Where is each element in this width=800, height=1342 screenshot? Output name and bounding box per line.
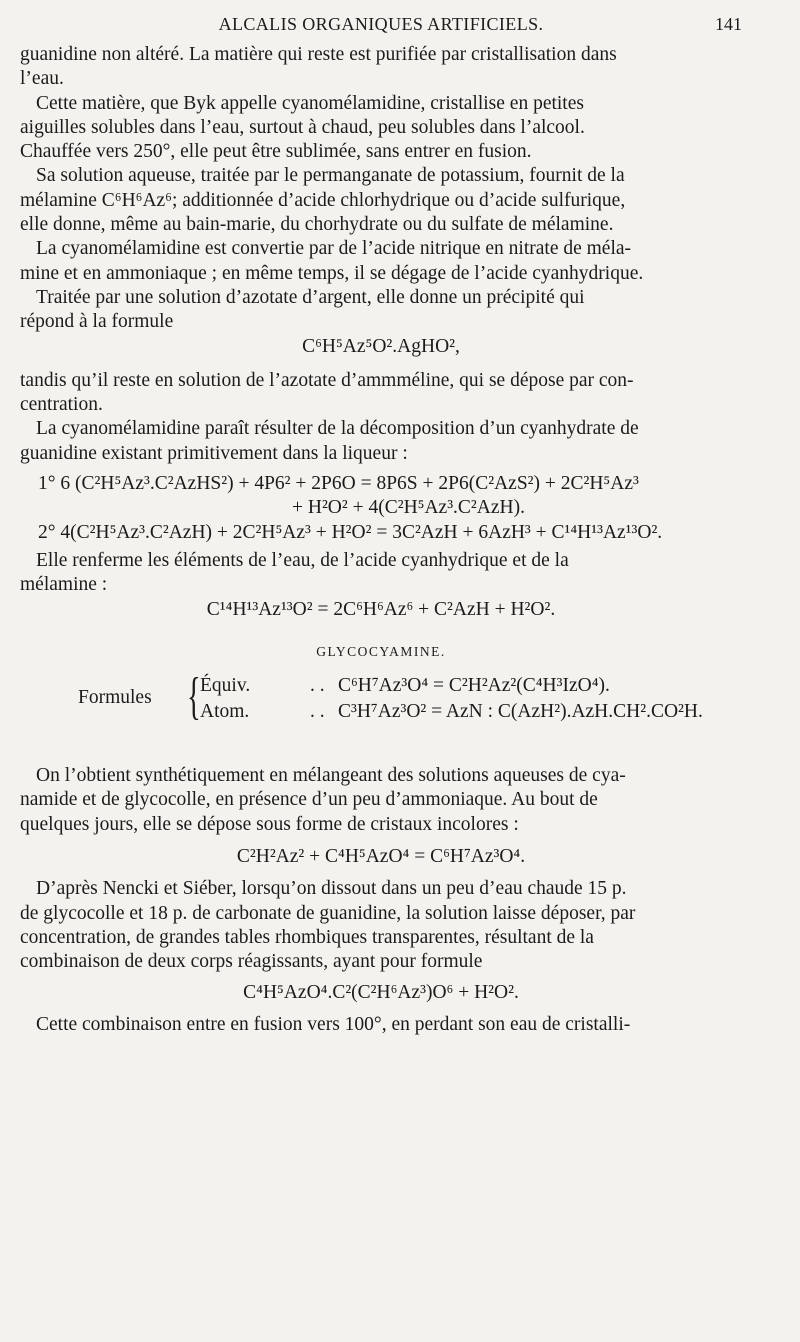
text-line: centration. [20, 394, 103, 416]
page-number: 141 [715, 14, 742, 34]
text-line: tandis qu’il reste en solution de l’azotate d’ammméline, qui se dépose par con- [20, 369, 634, 391]
formula: C⁴H⁵AzO⁴.C²(C²H⁶Az³)O⁶ + H²O². [243, 981, 519, 1003]
text-line: quelques jours, elle se dépose sous forme de cristaux incolores : [20, 813, 519, 835]
text-line: On l’obtient synthétiquement en mélangeant des solutions aqueuses de cya- [36, 765, 626, 787]
formula: C⁶H⁵Az⁵O².AgHO², [302, 335, 460, 357]
text-line: mine et en ammoniaque ; en même temps, il se dégage de l’acide cyanhydrique. [20, 262, 644, 284]
text-line: mélamine C⁶H⁶Az⁶; additionnée d’acide chlorhydrique ou d’acide sulfurique, [20, 189, 626, 211]
text-line: elle donne, même au bain-marie, du chorhydrate ou du sulfate de mélamine. [20, 214, 614, 236]
text-line: répond à la formule [20, 311, 174, 333]
text-line: mélamine : [20, 574, 108, 596]
text-line: guanidine existant primitivement dans la liqueur : [20, 442, 408, 464]
spacer [20, 359, 742, 369]
text-line: Cette combinaison entre en fusion vers 100°, en perdant son eau de cristalli- [36, 1013, 631, 1035]
page-header [20, 12, 742, 38]
formula-value: C⁶H⁷Az³O⁴ = C²H²Az²(C⁴H³IzO⁴). [338, 675, 610, 697]
brace-icon: { [187, 668, 201, 726]
text-line: combinaison de deux corps réagissants, ayant pour formule [20, 951, 483, 973]
text-line: Cette matière, que Byk appelle cyanomélamidine, cristallise en petites [36, 92, 584, 114]
formula-system-name: Équiv. [200, 675, 251, 697]
leader-dots: . . [310, 675, 325, 697]
text-line: La cyanomélamidine est convertie par de l’acide nitrique en nitrate de méla- [36, 238, 632, 260]
text-line: namide et de glycocolle, en présence d’un peu d’ammoniaque. Au bout de [20, 789, 598, 811]
formulas-label: Formules [78, 687, 152, 709]
text-line: D’après Nencki et Siéber, lorsqu’on dissout dans un peu d’eau chaude 15 p. [36, 878, 627, 900]
text-line: Sa solution aqueuse, traitée par le permanganate de potassium, fournit de la [36, 165, 625, 187]
equation-1: 1° 6 (C²H⁵Az³.C²AzHS²) + 4P6² + 2P6O = 8P6S + 2P6(C²AzS²) + 2C²H⁵Az³ [38, 473, 639, 495]
formula: C¹⁴H¹³Az¹³O² = 2C⁶H⁶Az⁶ + C²AzH + H²O². [206, 598, 556, 620]
text-line: Chauffée vers 250°, elle peut être sublimée, sans entrer en fusion. [20, 141, 532, 163]
leader-dots: . . [310, 701, 325, 723]
text-line: aiguilles solubles dans l’eau, surtout à chaud, peu solubles dans l’alcool. [20, 116, 585, 138]
formula-system-name: Atom. [200, 701, 250, 723]
formula-value: C³H⁷Az³O² = AzN : C(AzH²).AzH.CH².CO²H. [338, 701, 703, 723]
page-body [20, 43, 742, 1037]
text-line: Elle renferme les éléments de l’eau, de l’acide cyanhydrique et de la [36, 549, 569, 571]
formula: C²H²Az² + C⁴H⁵AzO⁴ = C⁶H⁷Az³O⁴. [236, 846, 526, 868]
equation-1-continuation: + H²O² + 4(C²H⁵Az³.C²AzH). [292, 497, 525, 519]
text-line: concentration, de grandes tables rhombiques transparentes, résultant de la [20, 926, 594, 948]
formulas-table [20, 668, 742, 728]
text-line: de glycocolle et 18 p. de carbonate de guanidine, la solution laisse déposer, par [20, 902, 636, 924]
formula-row-equiv [200, 674, 610, 698]
text-line: Traitée par une solution d’azotate d’argent, elle donne un précipité qui [36, 286, 585, 308]
text-line: l’eau. [20, 68, 64, 90]
running-title: ALCALIS ORGANIQUES ARTIFICIELS. [218, 14, 544, 34]
formula-row-atom [200, 700, 703, 724]
section-title: GLYCOCYAMINE. [316, 643, 446, 659]
equations [20, 472, 742, 545]
text-line: guanidine non altéré. La matière qui reste est purifiée par cristallisation dans [20, 44, 617, 65]
equation-2: 2° 4(C²H⁵Az³.C²AzH) + 2C²H⁵Az³ + H²O² = 3C²AzH + 6AzH³ + C¹⁴H¹³Az¹³O². [38, 521, 663, 543]
text-line: La cyanomélamidine paraît résulter de la décomposition d’un cyanhydrate de [36, 418, 639, 440]
